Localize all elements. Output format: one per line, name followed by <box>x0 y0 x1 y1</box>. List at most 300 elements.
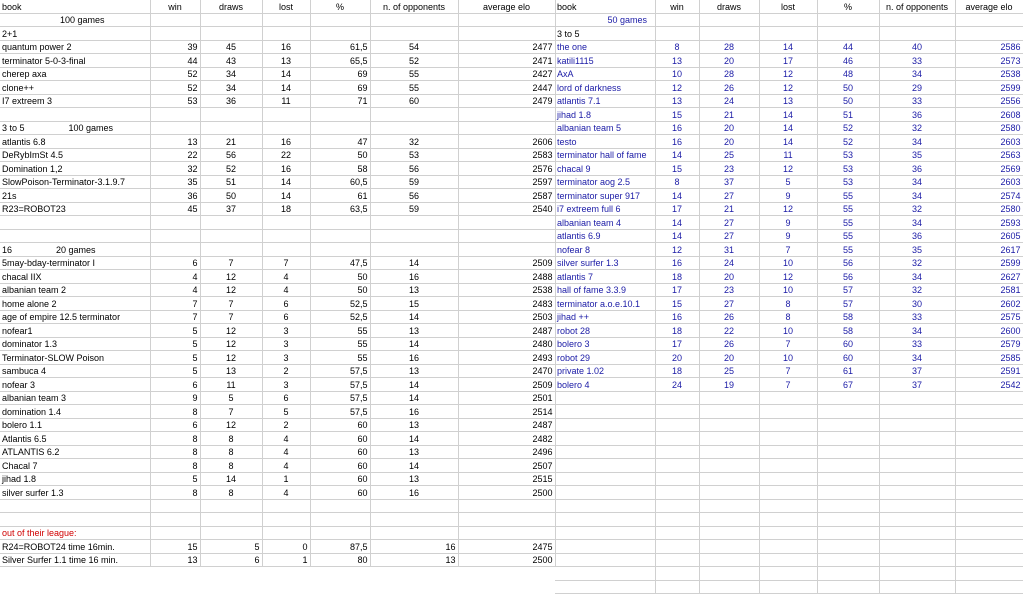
value-cell[interactable]: 24 <box>699 94 759 108</box>
value-cell[interactable]: 6 <box>200 553 262 567</box>
value-cell[interactable]: 13 <box>370 324 458 338</box>
empty-cell[interactable] <box>817 513 879 527</box>
empty-cell[interactable] <box>200 108 262 122</box>
empty-cell[interactable] <box>759 472 817 486</box>
value-cell[interactable]: 58 <box>817 324 879 338</box>
column-header[interactable]: win <box>150 0 200 13</box>
empty-cell[interactable] <box>655 580 699 594</box>
empty-cell[interactable] <box>817 580 879 594</box>
empty-cell[interactable] <box>655 472 699 486</box>
value-cell[interactable]: 16 <box>655 310 699 324</box>
value-cell[interactable]: 37 <box>879 364 955 378</box>
empty-cell[interactable] <box>699 418 759 432</box>
empty-cell[interactable] <box>555 580 655 594</box>
value-cell[interactable]: 16 <box>262 162 310 176</box>
value-cell[interactable]: 44 <box>150 54 200 68</box>
value-cell[interactable]: 53 <box>370 148 458 162</box>
value-cell[interactable]: 36 <box>879 162 955 176</box>
value-cell[interactable]: 11 <box>200 378 262 392</box>
value-cell[interactable]: 2515 <box>458 472 555 486</box>
value-cell[interactable]: 45 <box>150 202 200 216</box>
value-cell[interactable]: 52 <box>150 67 200 81</box>
value-cell[interactable]: 45 <box>200 40 262 54</box>
value-cell[interactable]: 14 <box>759 40 817 54</box>
empty-cell[interactable] <box>817 445 879 459</box>
value-cell[interactable]: 67 <box>817 378 879 392</box>
book-name-cell[interactable]: robot 28 <box>555 324 655 338</box>
value-cell[interactable]: 20 <box>699 121 759 135</box>
empty-cell[interactable] <box>150 27 200 41</box>
value-cell[interactable]: 2606 <box>458 135 555 149</box>
value-cell[interactable]: 2591 <box>955 364 1023 378</box>
empty-cell[interactable] <box>262 27 310 41</box>
empty-cell[interactable] <box>370 13 458 27</box>
empty-cell[interactable] <box>699 567 759 581</box>
book-name-cell[interactable]: ATLANTIS 6.2 <box>0 445 150 459</box>
value-cell[interactable]: 60,5 <box>310 175 370 189</box>
value-cell[interactable]: 20 <box>655 351 699 365</box>
value-cell[interactable]: 12 <box>759 270 817 284</box>
book-name-cell[interactable]: jihad 1.8 <box>555 108 655 122</box>
empty-cell[interactable] <box>200 229 262 243</box>
column-header[interactable]: book <box>0 0 150 13</box>
empty-cell[interactable] <box>200 526 262 540</box>
section-label[interactable] <box>0 243 150 257</box>
book-name-cell[interactable]: 5may-bday-terminator I <box>0 256 150 270</box>
empty-cell[interactable] <box>370 513 458 527</box>
empty-cell[interactable] <box>262 499 310 513</box>
value-cell[interactable]: 32 <box>879 283 955 297</box>
value-cell[interactable]: 2470 <box>458 364 555 378</box>
value-cell[interactable]: 35 <box>150 175 200 189</box>
empty-cell[interactable] <box>150 216 200 230</box>
value-cell[interactable]: 7 <box>759 378 817 392</box>
empty-cell[interactable] <box>879 513 955 527</box>
empty-cell[interactable] <box>699 540 759 554</box>
value-cell[interactable]: 4 <box>150 283 200 297</box>
empty-cell[interactable] <box>955 567 1023 581</box>
value-cell[interactable]: 2493 <box>458 351 555 365</box>
value-cell[interactable]: 8 <box>655 175 699 189</box>
value-cell[interactable]: 56 <box>817 256 879 270</box>
value-cell[interactable]: 9 <box>759 229 817 243</box>
value-cell[interactable]: 2585 <box>955 351 1023 365</box>
empty-cell[interactable] <box>817 391 879 405</box>
value-cell[interactable]: 2573 <box>955 54 1023 68</box>
empty-cell[interactable] <box>699 391 759 405</box>
empty-cell[interactable] <box>879 432 955 446</box>
column-header[interactable]: n. of opponents <box>879 0 955 13</box>
value-cell[interactable]: 21 <box>699 108 759 122</box>
value-cell[interactable]: 52,5 <box>310 310 370 324</box>
book-name-cell[interactable]: atlantis 6.9 <box>555 229 655 243</box>
empty-cell[interactable] <box>555 486 655 500</box>
column-header[interactable]: win <box>655 0 699 13</box>
empty-cell[interactable] <box>200 13 262 27</box>
empty-cell[interactable] <box>555 553 655 567</box>
empty-cell[interactable] <box>817 486 879 500</box>
value-cell[interactable]: 33 <box>879 54 955 68</box>
value-cell[interactable]: 2509 <box>458 378 555 392</box>
value-cell[interactable]: 47 <box>310 135 370 149</box>
empty-cell[interactable] <box>759 432 817 446</box>
value-cell[interactable]: 12 <box>759 81 817 95</box>
value-cell[interactable]: 2617 <box>955 243 1023 257</box>
value-cell[interactable]: 8 <box>200 432 262 446</box>
value-cell[interactable]: 53 <box>817 148 879 162</box>
empty-cell[interactable] <box>699 526 759 540</box>
value-cell[interactable]: 55 <box>310 351 370 365</box>
empty-cell[interactable] <box>879 405 955 419</box>
book-name-cell[interactable]: SlowPoison-Terminator-3.1.9.7 <box>0 175 150 189</box>
empty-cell[interactable] <box>370 499 458 513</box>
value-cell[interactable]: 7 <box>150 310 200 324</box>
value-cell[interactable]: 14 <box>262 189 310 203</box>
value-cell[interactable]: 6 <box>150 256 200 270</box>
value-cell[interactable]: 30 <box>879 297 955 311</box>
value-cell[interactable]: 21 <box>200 135 262 149</box>
value-cell[interactable]: 58 <box>817 310 879 324</box>
value-cell[interactable]: 13 <box>370 283 458 297</box>
empty-cell[interactable] <box>699 486 759 500</box>
value-cell[interactable]: 52 <box>817 135 879 149</box>
value-cell[interactable]: 14 <box>262 81 310 95</box>
value-cell[interactable]: 2540 <box>458 202 555 216</box>
value-cell[interactable]: 14 <box>262 67 310 81</box>
empty-cell[interactable] <box>458 121 555 135</box>
empty-cell[interactable] <box>955 27 1023 41</box>
value-cell[interactable]: 5 <box>200 540 262 554</box>
value-cell[interactable]: 9 <box>150 391 200 405</box>
value-cell[interactable]: 2477 <box>458 40 555 54</box>
empty-cell[interactable] <box>817 553 879 567</box>
value-cell[interactable]: 2600 <box>955 324 1023 338</box>
value-cell[interactable]: 32 <box>879 202 955 216</box>
value-cell[interactable]: 2503 <box>458 310 555 324</box>
value-cell[interactable]: 19 <box>699 378 759 392</box>
empty-cell[interactable] <box>759 540 817 554</box>
value-cell[interactable]: 2587 <box>458 189 555 203</box>
empty-cell[interactable] <box>262 216 310 230</box>
value-cell[interactable]: 12 <box>200 270 262 284</box>
value-cell[interactable]: 2583 <box>458 148 555 162</box>
value-cell[interactable]: 36 <box>150 189 200 203</box>
value-cell[interactable]: 12 <box>200 324 262 338</box>
value-cell[interactable]: 33 <box>879 310 955 324</box>
value-cell[interactable]: 13 <box>370 364 458 378</box>
empty-cell[interactable] <box>555 459 655 473</box>
value-cell[interactable]: 16 <box>655 256 699 270</box>
value-cell[interactable]: 13 <box>150 135 200 149</box>
value-cell[interactable]: 43 <box>200 54 262 68</box>
book-name-cell[interactable]: Atlantis 6.5 <box>0 432 150 446</box>
book-name-cell[interactable]: atlantis 7.1 <box>555 94 655 108</box>
empty-cell[interactable] <box>310 121 370 135</box>
value-cell[interactable]: 46 <box>817 54 879 68</box>
empty-cell[interactable] <box>759 486 817 500</box>
empty-cell[interactable] <box>458 243 555 257</box>
empty-cell[interactable] <box>699 27 759 41</box>
empty-cell[interactable] <box>879 486 955 500</box>
value-cell[interactable]: 4 <box>262 486 310 500</box>
value-cell[interactable]: 55 <box>817 189 879 203</box>
value-cell[interactable]: 15 <box>150 540 200 554</box>
value-cell[interactable]: 14 <box>370 256 458 270</box>
value-cell[interactable]: 12 <box>200 337 262 351</box>
value-cell[interactable]: 34 <box>879 189 955 203</box>
value-cell[interactable]: 40 <box>879 40 955 54</box>
empty-cell[interactable] <box>879 391 955 405</box>
value-cell[interactable]: 11 <box>262 94 310 108</box>
value-cell[interactable]: 2542 <box>955 378 1023 392</box>
value-cell[interactable]: 34 <box>879 67 955 81</box>
book-name-cell[interactable]: albanian team 2 <box>0 283 150 297</box>
value-cell[interactable]: 2501 <box>458 391 555 405</box>
empty-cell[interactable] <box>370 121 458 135</box>
value-cell[interactable]: 37 <box>200 202 262 216</box>
value-cell[interactable]: 18 <box>655 364 699 378</box>
empty-cell[interactable] <box>759 499 817 513</box>
book-name-cell[interactable]: atlantis 6.8 <box>0 135 150 149</box>
empty-cell[interactable] <box>655 391 699 405</box>
value-cell[interactable]: 2579 <box>955 337 1023 351</box>
value-cell[interactable]: 14 <box>655 216 699 230</box>
value-cell[interactable]: 56 <box>817 270 879 284</box>
empty-cell[interactable] <box>955 459 1023 473</box>
value-cell[interactable]: 27 <box>699 216 759 230</box>
value-cell[interactable]: 26 <box>699 310 759 324</box>
value-cell[interactable]: 16 <box>370 540 458 554</box>
column-header[interactable]: draws <box>200 0 262 13</box>
value-cell[interactable]: 17 <box>655 283 699 297</box>
value-cell[interactable]: 53 <box>817 162 879 176</box>
value-cell[interactable]: 12 <box>655 243 699 257</box>
value-cell[interactable]: 57 <box>817 297 879 311</box>
empty-cell[interactable] <box>655 405 699 419</box>
empty-cell[interactable] <box>879 459 955 473</box>
value-cell[interactable]: 28 <box>699 67 759 81</box>
value-cell[interactable]: 14 <box>759 121 817 135</box>
value-cell[interactable]: 3 <box>262 324 310 338</box>
value-cell[interactable]: 51 <box>817 108 879 122</box>
value-cell[interactable]: 55 <box>817 202 879 216</box>
value-cell[interactable]: 50 <box>310 270 370 284</box>
empty-cell[interactable] <box>817 418 879 432</box>
value-cell[interactable]: 7 <box>200 256 262 270</box>
value-cell[interactable]: 53 <box>817 175 879 189</box>
value-cell[interactable]: 7 <box>759 243 817 257</box>
empty-cell[interactable] <box>458 526 555 540</box>
value-cell[interactable]: 13 <box>370 472 458 486</box>
book-name-cell[interactable]: atlantis 7 <box>555 270 655 284</box>
value-cell[interactable]: 2482 <box>458 432 555 446</box>
book-name-cell[interactable]: terminator aog 2.5 <box>555 175 655 189</box>
section-label[interactable]: 2+1 <box>0 27 150 41</box>
value-cell[interactable]: 57 <box>817 283 879 297</box>
value-cell[interactable]: 2471 <box>458 54 555 68</box>
value-cell[interactable]: 52 <box>370 54 458 68</box>
empty-cell[interactable] <box>555 418 655 432</box>
empty-cell[interactable] <box>759 445 817 459</box>
value-cell[interactable]: 2627 <box>955 270 1023 284</box>
value-cell[interactable]: 18 <box>262 202 310 216</box>
empty-cell[interactable] <box>879 580 955 594</box>
value-cell[interactable]: 2475 <box>458 540 555 554</box>
value-cell[interactable]: 8 <box>759 297 817 311</box>
empty-cell[interactable] <box>955 432 1023 446</box>
book-name-cell[interactable]: quantum power 2 <box>0 40 150 54</box>
empty-cell[interactable] <box>555 526 655 540</box>
value-cell[interactable]: 27 <box>699 229 759 243</box>
value-cell[interactable]: 2593 <box>955 216 1023 230</box>
empty-cell[interactable] <box>955 580 1023 594</box>
value-cell[interactable]: 20 <box>699 54 759 68</box>
value-cell[interactable]: 60 <box>310 418 370 432</box>
book-name-cell[interactable]: hall of fame 3.3.9 <box>555 283 655 297</box>
value-cell[interactable]: 60 <box>310 472 370 486</box>
empty-cell[interactable] <box>817 472 879 486</box>
value-cell[interactable]: 61 <box>310 189 370 203</box>
value-cell[interactable]: 52,5 <box>310 297 370 311</box>
value-cell[interactable]: 16 <box>262 135 310 149</box>
empty-cell[interactable] <box>555 499 655 513</box>
empty-cell[interactable] <box>370 243 458 257</box>
value-cell[interactable]: 32 <box>150 162 200 176</box>
book-name-cell[interactable]: cherep axa <box>0 67 150 81</box>
empty-cell[interactable] <box>879 526 955 540</box>
empty-cell[interactable] <box>759 27 817 41</box>
book-name-cell[interactable]: nofear1 <box>0 324 150 338</box>
empty-cell[interactable] <box>200 216 262 230</box>
value-cell[interactable]: 5 <box>150 351 200 365</box>
empty-cell[interactable] <box>879 472 955 486</box>
value-cell[interactable]: 35 <box>879 148 955 162</box>
empty-cell[interactable] <box>759 391 817 405</box>
value-cell[interactable]: 55 <box>310 324 370 338</box>
value-cell[interactable]: 2586 <box>955 40 1023 54</box>
value-cell[interactable]: 52 <box>200 162 262 176</box>
value-cell[interactable]: 56 <box>370 162 458 176</box>
value-cell[interactable]: 25 <box>699 148 759 162</box>
empty-cell[interactable] <box>150 13 200 27</box>
value-cell[interactable]: 13 <box>759 94 817 108</box>
value-cell[interactable]: 11 <box>759 148 817 162</box>
value-cell[interactable]: 60 <box>310 459 370 473</box>
empty-cell[interactable] <box>955 486 1023 500</box>
book-name-cell[interactable]: Chacal 7 <box>0 459 150 473</box>
empty-cell[interactable] <box>200 243 262 257</box>
value-cell[interactable]: 9 <box>759 189 817 203</box>
empty-cell[interactable] <box>555 432 655 446</box>
value-cell[interactable]: 16 <box>370 270 458 284</box>
value-cell[interactable]: 2576 <box>458 162 555 176</box>
book-name-cell[interactable]: the one <box>555 40 655 54</box>
empty-cell[interactable] <box>817 526 879 540</box>
value-cell[interactable]: 50 <box>817 94 879 108</box>
empty-cell[interactable] <box>655 486 699 500</box>
value-cell[interactable]: 2603 <box>955 135 1023 149</box>
book-name-cell[interactable]: domination 1.4 <box>0 405 150 419</box>
empty-cell[interactable] <box>699 553 759 567</box>
value-cell[interactable]: 7 <box>759 364 817 378</box>
book-name-cell[interactable]: i7 extreem full 6 <box>555 202 655 216</box>
value-cell[interactable]: 2500 <box>458 486 555 500</box>
value-cell[interactable]: 26 <box>699 337 759 351</box>
value-cell[interactable]: 60 <box>817 351 879 365</box>
value-cell[interactable]: 56 <box>370 189 458 203</box>
value-cell[interactable]: 8 <box>200 486 262 500</box>
empty-cell[interactable] <box>555 513 655 527</box>
value-cell[interactable]: 3 <box>262 351 310 365</box>
value-cell[interactable]: 2496 <box>458 445 555 459</box>
value-cell[interactable]: 7 <box>200 297 262 311</box>
value-cell[interactable]: 27 <box>699 297 759 311</box>
value-cell[interactable]: 13 <box>200 364 262 378</box>
value-cell[interactable]: 8 <box>200 459 262 473</box>
book-name-cell[interactable]: nofear 8 <box>555 243 655 257</box>
value-cell[interactable]: 34 <box>200 81 262 95</box>
empty-cell[interactable] <box>150 229 200 243</box>
value-cell[interactable]: 34 <box>879 175 955 189</box>
empty-cell[interactable] <box>817 432 879 446</box>
value-cell[interactable]: 2 <box>262 418 310 432</box>
value-cell[interactable]: 16 <box>370 405 458 419</box>
value-cell[interactable]: 34 <box>879 270 955 284</box>
value-cell[interactable]: 31 <box>699 243 759 257</box>
empty-cell[interactable] <box>370 27 458 41</box>
value-cell[interactable]: 14 <box>370 378 458 392</box>
value-cell[interactable]: 2480 <box>458 337 555 351</box>
empty-cell[interactable] <box>458 108 555 122</box>
value-cell[interactable]: 18 <box>655 324 699 338</box>
value-cell[interactable]: 50 <box>200 189 262 203</box>
value-cell[interactable]: 2569 <box>955 162 1023 176</box>
value-cell[interactable]: 12 <box>200 283 262 297</box>
value-cell[interactable]: 13 <box>370 445 458 459</box>
value-cell[interactable]: 23 <box>699 283 759 297</box>
value-cell[interactable]: 57,5 <box>310 378 370 392</box>
value-cell[interactable]: 52 <box>150 81 200 95</box>
column-header[interactable]: % <box>310 0 370 13</box>
value-cell[interactable]: 14 <box>370 337 458 351</box>
value-cell[interactable]: 14 <box>370 310 458 324</box>
value-cell[interactable]: 6 <box>262 391 310 405</box>
book-name-cell[interactable]: robot 29 <box>555 351 655 365</box>
value-cell[interactable]: 60 <box>310 445 370 459</box>
value-cell[interactable]: 15 <box>655 297 699 311</box>
book-name-cell[interactable]: terminator a.o.e.10.1 <box>555 297 655 311</box>
empty-cell[interactable] <box>655 567 699 581</box>
empty-cell[interactable] <box>699 472 759 486</box>
value-cell[interactable]: 2447 <box>458 81 555 95</box>
value-cell[interactable]: 14 <box>759 108 817 122</box>
empty-cell[interactable] <box>759 526 817 540</box>
value-cell[interactable]: 2556 <box>955 94 1023 108</box>
empty-cell[interactable] <box>955 553 1023 567</box>
empty-cell[interactable] <box>0 216 150 230</box>
value-cell[interactable]: 7 <box>200 405 262 419</box>
empty-cell[interactable] <box>200 27 262 41</box>
empty-cell[interactable] <box>879 13 955 27</box>
empty-cell[interactable] <box>0 108 150 122</box>
value-cell[interactable]: 69 <box>310 67 370 81</box>
empty-cell[interactable] <box>655 513 699 527</box>
value-cell[interactable]: 4 <box>150 270 200 284</box>
empty-cell[interactable] <box>955 526 1023 540</box>
empty-cell[interactable] <box>0 513 150 527</box>
empty-cell[interactable] <box>655 432 699 446</box>
value-cell[interactable]: 4 <box>262 283 310 297</box>
